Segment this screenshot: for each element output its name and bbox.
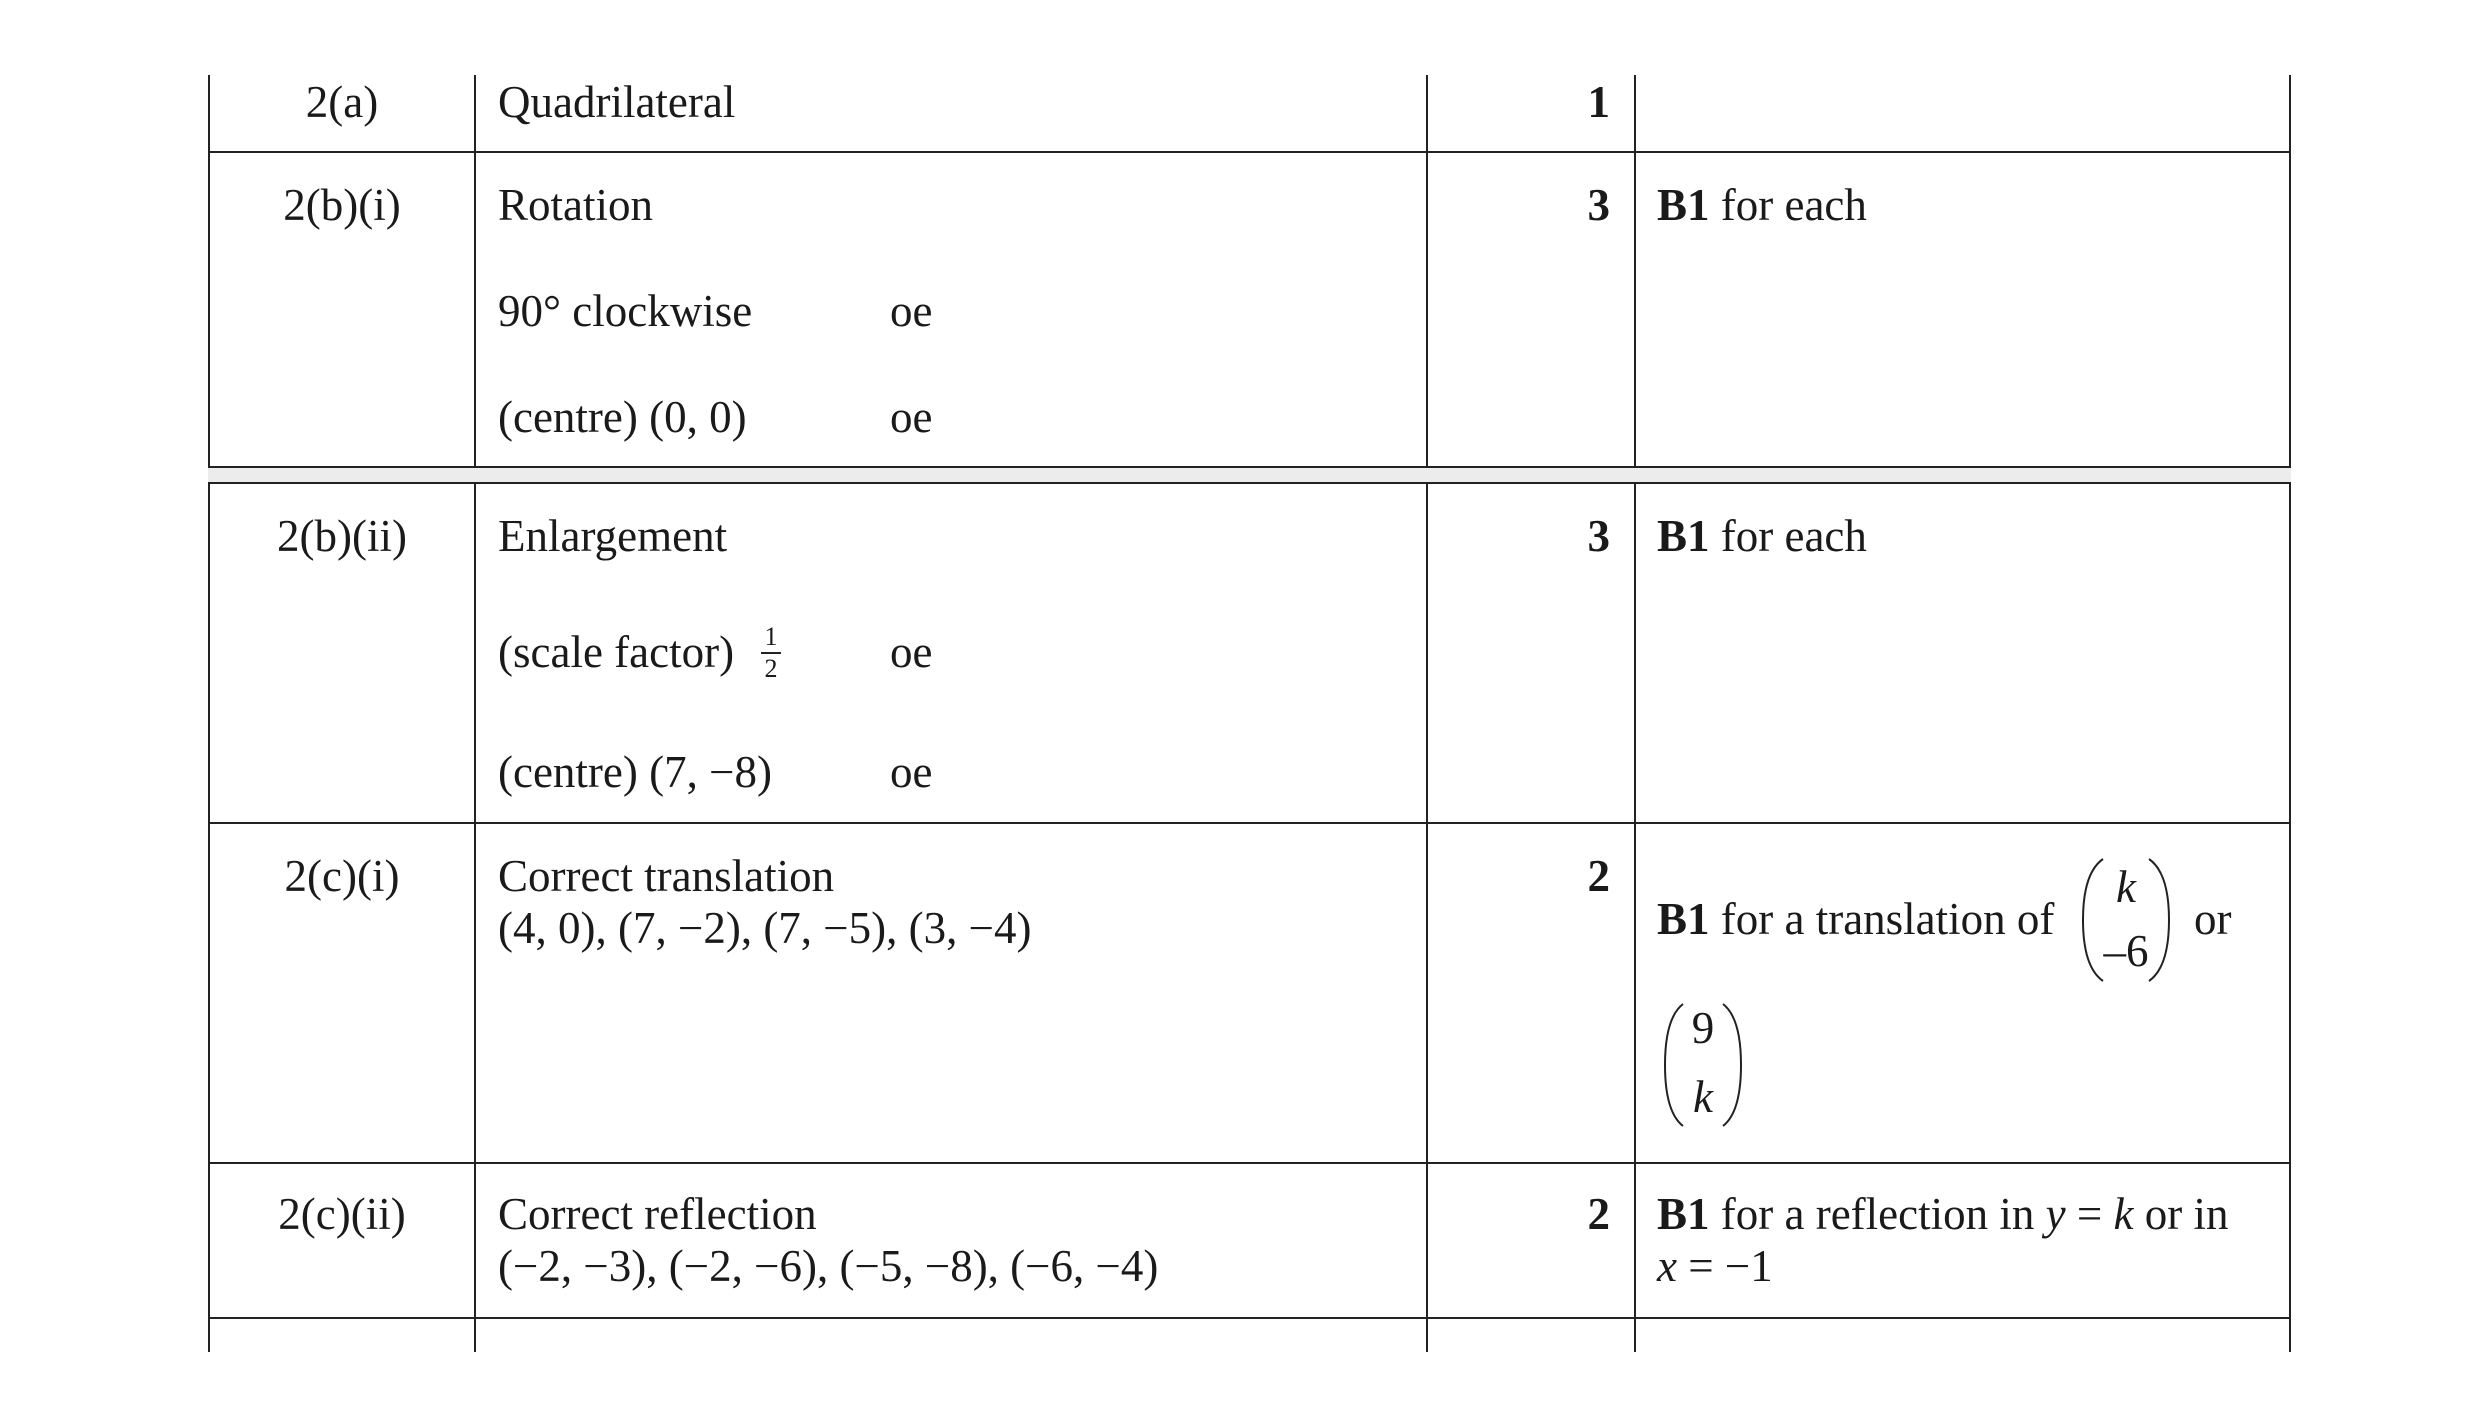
answer-text: Rotation [498,180,653,230]
variable-y: y [2045,1189,2066,1239]
row-divider [208,1162,2291,1164]
guidance-note [1657,179,1867,231]
row-divider [208,151,2291,153]
guidance-note [1657,1188,2228,1240]
mark-code: B1 [1657,1189,1710,1239]
row-divider [208,482,2291,484]
guidance-note [1657,1240,1773,1292]
mark-value: 3 [1587,511,1610,561]
guidance-text: for a translation of [1720,894,2055,944]
answer-text: Correct translation [498,851,835,901]
mark-code: B1 [1657,511,1710,561]
mark-value: 3 [1587,180,1610,230]
answer-text: (4, 0), (7, −2), (7, −5), (3, −4) [498,903,1032,953]
guidance-or: or [2194,894,2232,944]
variable-k: k [2113,1189,2134,1239]
guidance-text: = −1 [1676,1241,1773,1291]
question-number: 2(c)(ii) [278,1189,406,1239]
question-number: 2(b)(ii) [277,511,407,561]
answer-text: (−2, −3), (−2, −6), (−5, −8), (−6, −4) [498,1241,1159,1291]
column-divider-answer [474,75,476,1352]
question-number: 2(b)(i) [283,180,401,230]
vector-bottom-entry: –6 [2103,926,2149,976]
question-number: 2(a) [305,77,379,127]
variable-x: x [1657,1241,1677,1291]
row-divider [208,1317,2291,1319]
guidance-text: for each [1720,180,1867,230]
table-left-border [208,75,210,1352]
oe-label: oe [890,627,933,677]
column-vector [2081,855,2171,985]
answer-text: Quadrilateral [498,77,736,127]
guidance-text: for a reflection in [1720,1189,2046,1239]
guidance-text: or in [2133,1189,2229,1239]
row-divider [208,466,2291,468]
oe-label: oe [890,286,933,336]
vector-top-entry: 9 [1691,1003,1715,1053]
answer-text: (scale factor) [498,627,735,677]
answer-text: (centre) (0, 0) [498,392,747,442]
guidance-text: for each [1720,511,1867,561]
column-vector [1663,1000,1743,1130]
equals-sign: = [2065,1189,2114,1239]
mark-code: B1 [1657,894,1710,944]
mark-code: B1 [1657,180,1710,230]
guidance-note [1657,510,1867,562]
vector-top-entry: k [2116,862,2136,912]
oe-label: oe [890,392,933,442]
column-divider-notes [1634,75,1636,1352]
fraction-denominator: 2 [764,654,778,683]
oe-label: oe [890,747,933,797]
answer-text: (centre) (7, −8) [498,747,772,797]
answer-text: Enlargement [498,511,728,561]
row-divider [208,822,2291,824]
guidance-note [1657,893,2054,945]
mark-value: 1 [1587,77,1610,127]
mark-value: 2 [1587,1189,1610,1239]
table-right-border [2289,75,2291,1352]
column-divider-marks [1426,75,1428,1352]
vector-bottom-entry: k [1693,1072,1713,1122]
fraction-numerator: 1 [764,622,778,651]
answer-text: Correct reflection [498,1189,817,1239]
question-number: 2(c)(i) [284,851,400,901]
row-separator-band [208,467,2291,483]
mark-value: 2 [1587,851,1610,901]
answer-text: 90° clockwise [498,286,753,336]
